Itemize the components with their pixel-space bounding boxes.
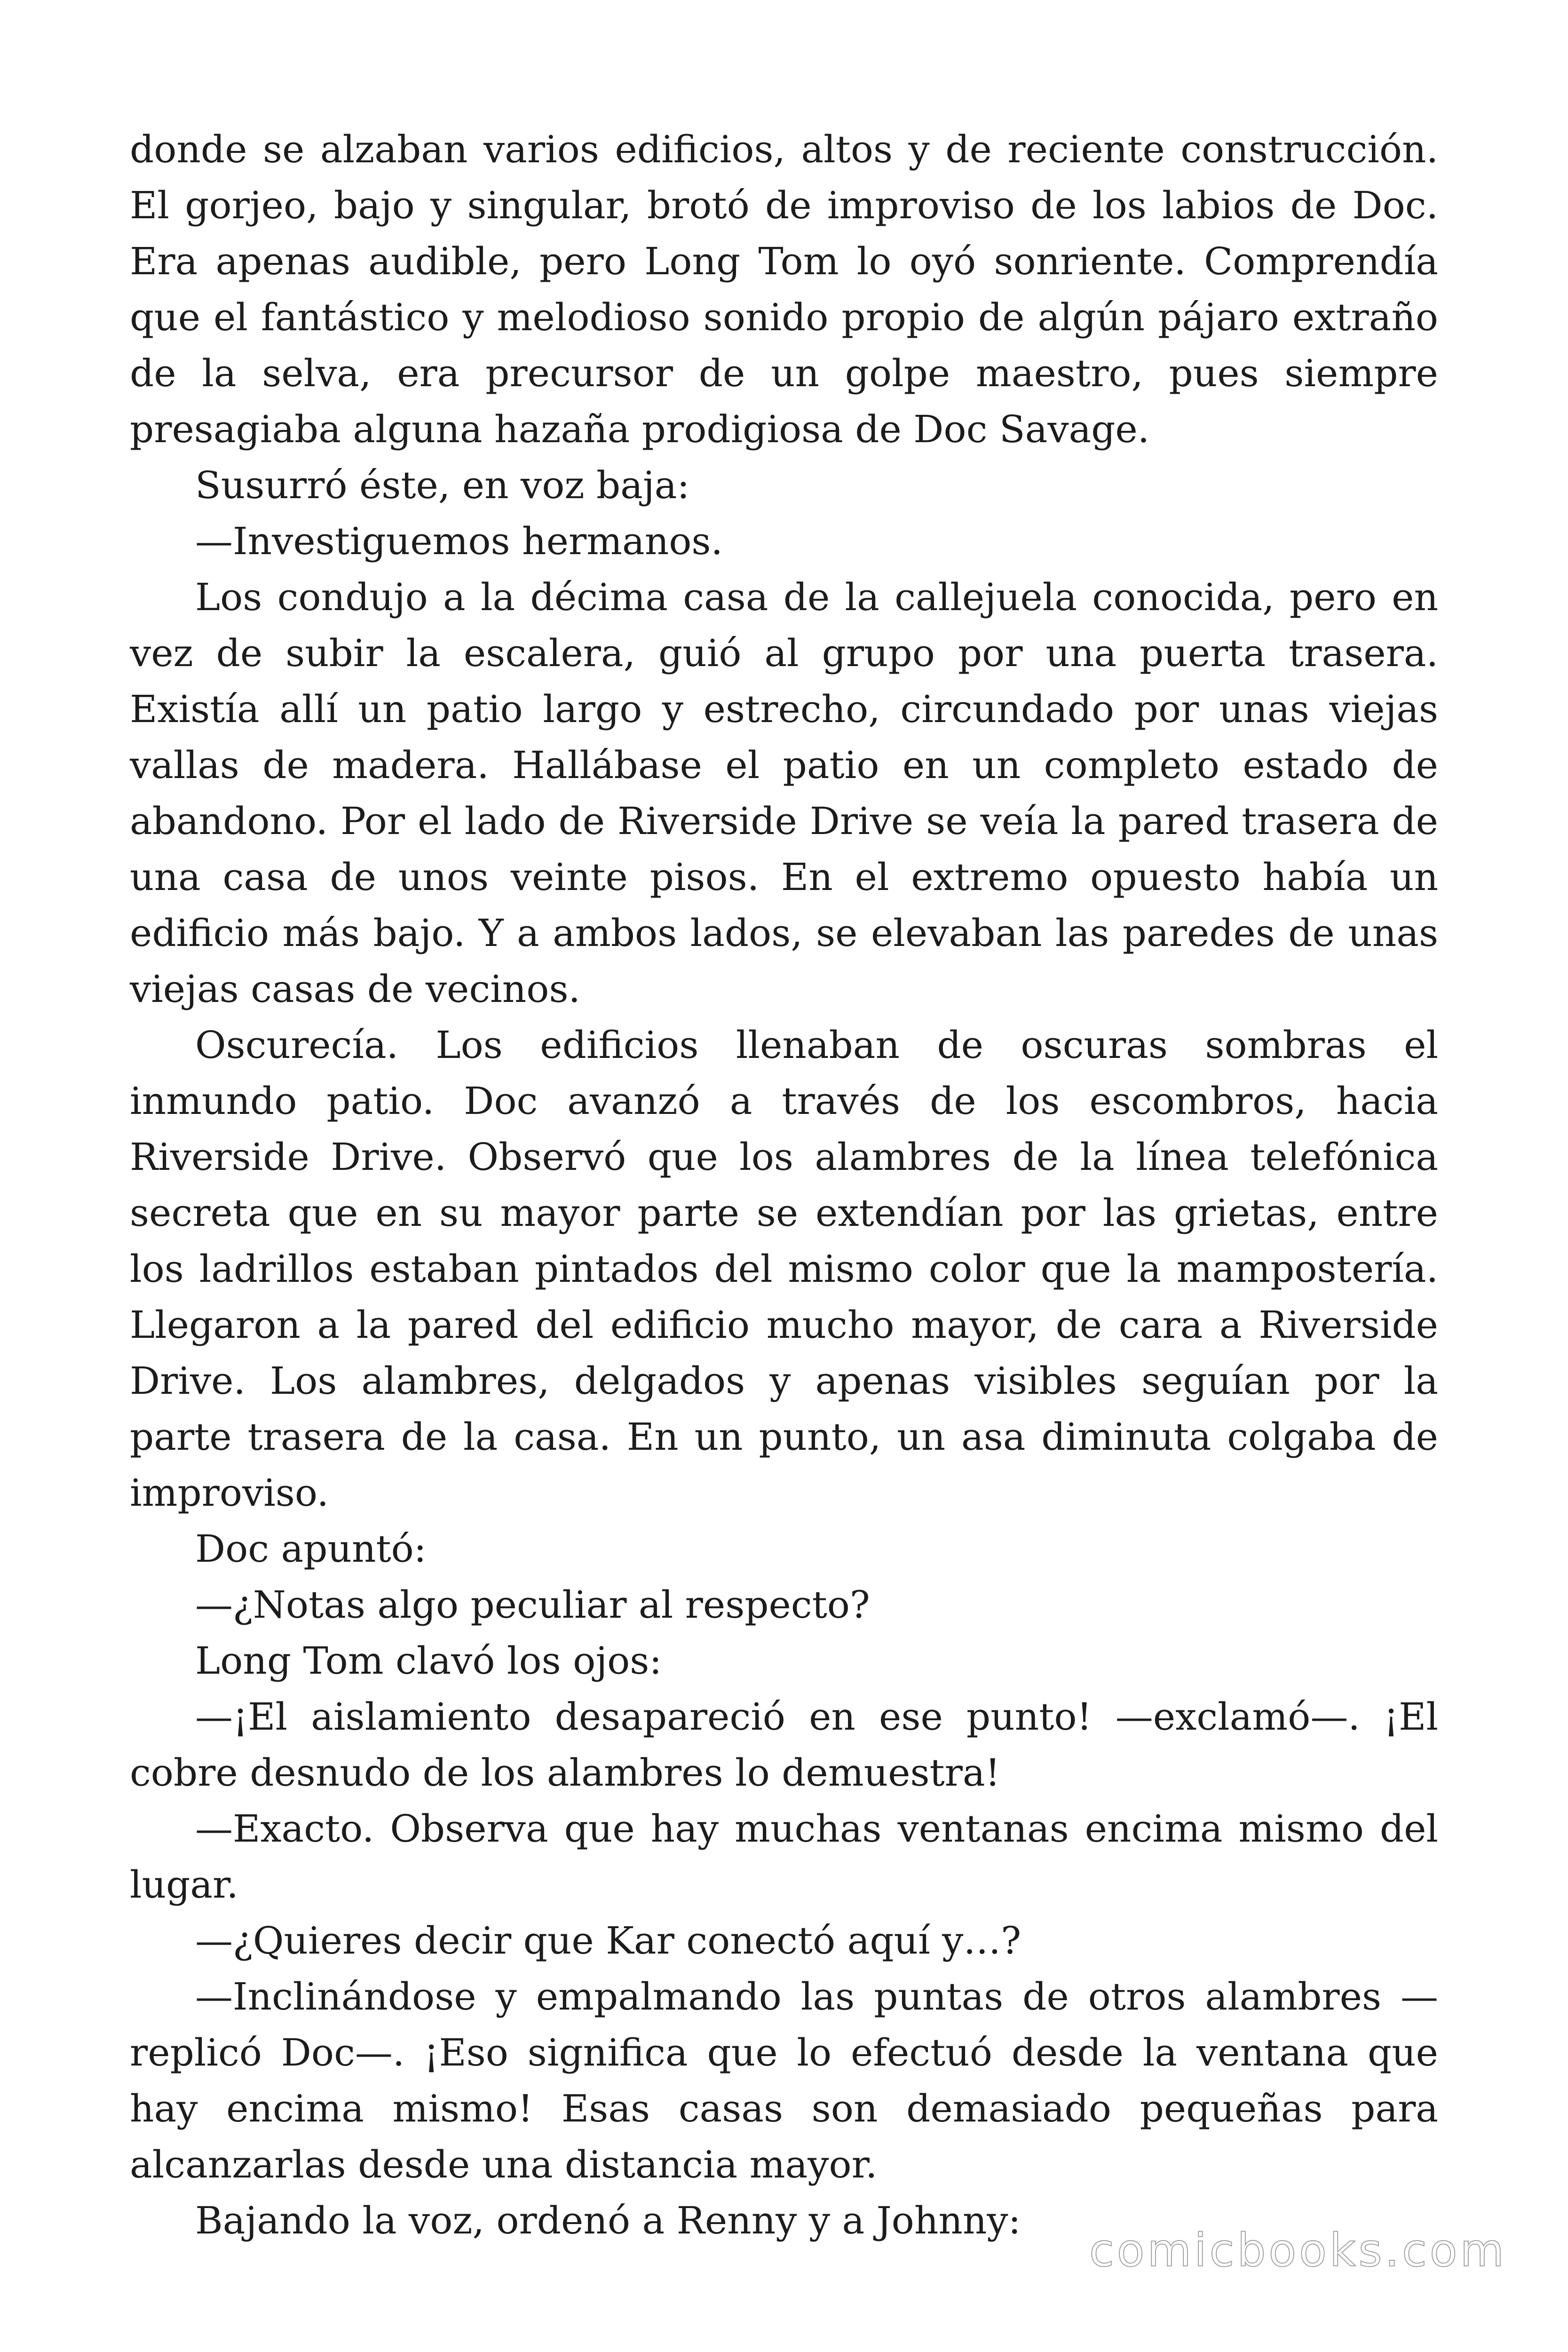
paragraph: Long Tom clavó los ojos: <box>195 1639 662 1683</box>
paragraph: —¿Notas algo peculiar al respecto? <box>195 1583 870 1627</box>
paragraph: —Inclinándose y empalmando las puntas de otros alambres — replicó Doc—. ¡Eso significa que lo efectuó desde la ventana que hay encima mismo! Esas casas son demasiado pequeñas para alcanzarlas desde una distancia mayor. <box>130 1975 1438 2186</box>
paragraph: —Investiguemos hermanos. <box>195 519 723 563</box>
paragraph: Susurró éste, en voz baja: <box>195 463 690 507</box>
paragraph: —¡El aislamiento desapareció en ese punto! —exclamó—. ¡El cobre desnudo de los alambres lo demuestra! <box>130 1695 1438 1795</box>
watermark: comicbooks.com <box>1089 2224 1507 2277</box>
paragraph-continuation: donde se alzaban varios edificios, altos y de reciente construcción. El gorjeo, bajo y singular, brotó de improviso de los labios de Doc. Era apenas audible, pero Long Tom lo oyó sonriente. Comprendía que el fantástico y melodioso sonido propio de algún pájaro extraño de la selva, era precursor de un golpe maestro, pues siempre presagiaba alguna hazaña prodigiosa de Doc Savage. <box>130 127 1438 451</box>
paragraph: Bajando la voz, ordenó a Renny y a Johnny: <box>195 2199 1021 2242</box>
paragraph: —¿Quieres decir que Kar conectó aquí y…? <box>195 1919 1022 1963</box>
paragraph: Oscurecía. Los edificios llenaban de oscuras sombras el inmundo patio. Doc avanzó a través de los escombros, hacia Riverside Drive. Observó que los alambres de la línea telefónica secreta que en su mayor parte se extendían por las grietas, entre los ladrillos estaban pintados del mismo color que la mampostería. Llegaron a la pared del edificio mucho mayor, de cara a Riverside Drive. Los alambres, delgados y apenas visibles seguían por la parte trasera de la casa. En un punto, un asa diminuta colgaba de improviso. <box>130 1023 1438 1515</box>
paragraph: Doc apuntó: <box>195 1527 427 1571</box>
paragraph: —Exacto. Observa que hay muchas ventanas encima mismo del lugar. <box>130 1807 1438 1907</box>
paragraph: Los condujo a la décima casa de la callejuela conocida, pero en vez de subir la escalera, guió al grupo por una puerta trasera. Existía allí un patio largo y estrecho, circundado por unas viejas vallas de madera. Hallábase el patio en un completo estado de abandono. Por el lado de Riverside Drive se veía la pared trasera de una casa de unos veinte pisos. En el extremo opuesto había un edificio más bajo. Y a ambos lados, se elevaban las paredes de unas viejas casas de vecinos. <box>130 575 1438 1011</box>
book-page <box>130 121 1438 2242</box>
